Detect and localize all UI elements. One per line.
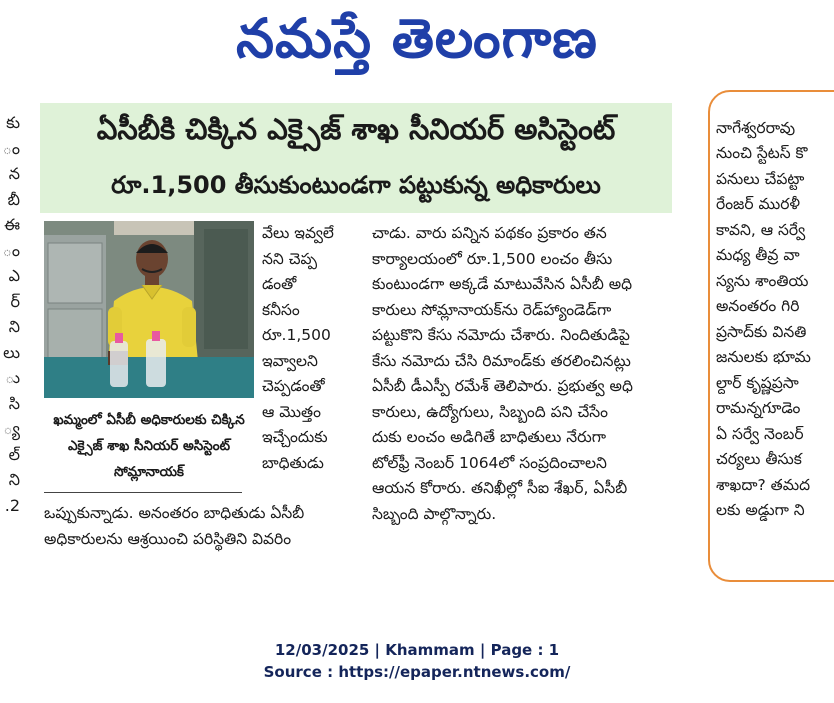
subheadline: రూ.1,500 తీసుకుంటుండగా పట్టుకున్న అధికారులు: [111, 171, 601, 199]
text-line: ల్: [8, 444, 20, 464]
text-line: చెప్పడంతో: [262, 377, 325, 395]
text-line: కేసు నమోదు చేసి రిమాండ్‌కు తరలించినట్లు: [372, 351, 631, 370]
text-line: నని చెప్ప: [262, 249, 318, 268]
text-line: ఆయన కోరారు. తనిఖీల్లో సీఐ శేఖర్, ఏసీబీ: [372, 479, 628, 497]
text-line: బాధితుడు: [262, 453, 324, 472]
text-line: వేలు ఇవ్వలే: [262, 224, 334, 242]
headline: ఏసీబీకి చిక్కిన ఎక్సైజ్ శాఖ సీనియర్ అసిస్టెంట్: [96, 112, 616, 146]
text-line: ్య: [3, 419, 20, 438]
text-line: అనంతరం గిరి: [716, 297, 800, 315]
text-line: కు: [6, 113, 20, 132]
text-line: రేంజర్ మురళీ: [716, 195, 800, 213]
text-line: ఇవ్వాలని: [262, 351, 318, 370]
text-line: బీ: [7, 189, 20, 209]
text-line: శాఖదా? తమద: [716, 475, 811, 494]
text-line: రామన్నగూడెం: [716, 399, 801, 417]
text-line: మధ్య తీవ్ర వా: [716, 246, 800, 264]
text-line: కారులు, ఉద్యోగులు, సిబ్బంది పని చేసేం: [372, 402, 608, 421]
text-line: సిబ్బంది పాల్గొన్నారు.: [372, 504, 497, 523]
text-line: చాడు. వారు పన్నిన పథకం ప్రకారం తన: [372, 224, 607, 242]
text-line: నుంచి స్టేటస్ కొ: [716, 144, 808, 162]
text-line: సి: [8, 393, 20, 413]
masthead-logo: నమస్తే తెలంగాణ: [236, 7, 598, 70]
text-line: డంతో: [262, 275, 297, 293]
text-line: స్యను శాంతియ: [716, 271, 809, 290]
text-line: ని: [8, 317, 20, 336]
text-line: నాగేశ్వరరావు: [716, 118, 796, 137]
text-line: ఒప్పుకున్నాడు. అనంతరం బాధితుడు ఏసీబీ: [44, 504, 305, 522]
text-line: అధికారులను ఆశ్రయించి పరిస్థితిని వివరిం: [44, 529, 292, 548]
footer-date-page: 12/03/2025 | Khammam | Page : 1: [274, 641, 560, 659]
text-line: జనులకు భూమ: [716, 348, 811, 366]
news-photo: [44, 221, 254, 398]
text-line: కార్యాలయంలో రూ.1,500 లంచం తీసు: [372, 249, 613, 268]
text-line: .2: [4, 495, 20, 515]
photo-caption: ఖమ్మంలో ఏసీబీ అధికారులకు చిక్కిన ఎక్సైజ్ శాఖ సీనియర్ అసిస్టెంట్ సోమ్లానాయక్: [53, 412, 245, 480]
text-line: ఏసీబీ డీఎస్పీ రమేశ్ తెలిపారు. ప్రభుత్వ అధి: [372, 377, 633, 395]
text-line: ర్: [10, 291, 20, 311]
text-line: ఏ సర్వే నెంబర్: [716, 424, 804, 443]
article-column: [372, 221, 674, 527]
text-line: ల్దార్ కృష్ణప్రసా: [716, 373, 799, 392]
photo-illustration: [44, 221, 254, 398]
sidebar-text: [716, 90, 834, 524]
text-line: ప్రసాద్‌కు వినతి: [716, 322, 807, 341]
text-line: ఆ మొత్తం: [262, 402, 321, 421]
text-line: లు: [3, 342, 20, 362]
caption-divider: [44, 492, 242, 493]
text-line: రూ.1,500: [262, 326, 331, 344]
text-line: న: [8, 164, 20, 183]
text-line: ని: [8, 470, 20, 489]
text-line: ు: [5, 368, 20, 387]
text-line: లకు అడ్డుగా ని: [716, 501, 805, 519]
text-line: పట్టుకొని కేసు నమోదు చేశారు. నిందితుడిపై: [372, 326, 630, 344]
text-line: ం: [2, 138, 20, 158]
text-line: ం: [2, 240, 20, 260]
footer-source: Source : https://epaper.ntnews.com/: [263, 663, 571, 681]
text-line: పనులు చేపట్టా: [716, 169, 805, 188]
text-line: కుంటుండగా అక్కడే మాటువేసిన ఏసీబీ అధి: [372, 275, 633, 293]
left-column-fragment: [0, 110, 20, 550]
text-line: కనీసం: [262, 300, 300, 319]
wide-column: [44, 501, 350, 552]
text-line: కావని, ఆ సర్వే: [716, 220, 806, 239]
text-line: టోల్‌ఫ్రీ నెంబర్ 1064లో సంప్రదించాలని: [372, 453, 607, 472]
text-line: చర్యలు తీసుక: [716, 450, 802, 468]
text-line: కారులు సోమ్లానాయక్‌ను రెడ్‌హ్యాండెడ్‌గా: [372, 300, 612, 319]
narrow-column: [262, 221, 346, 476]
text-line: ఎ: [8, 266, 20, 285]
text-line: దుకు లంచం అడిగితే బాధితులు నేరుగా: [372, 428, 606, 446]
text-line: ఇచ్చేందుకు: [262, 428, 328, 446]
text-line: [716, 90, 834, 116]
text-line: ఈ: [4, 215, 20, 234]
